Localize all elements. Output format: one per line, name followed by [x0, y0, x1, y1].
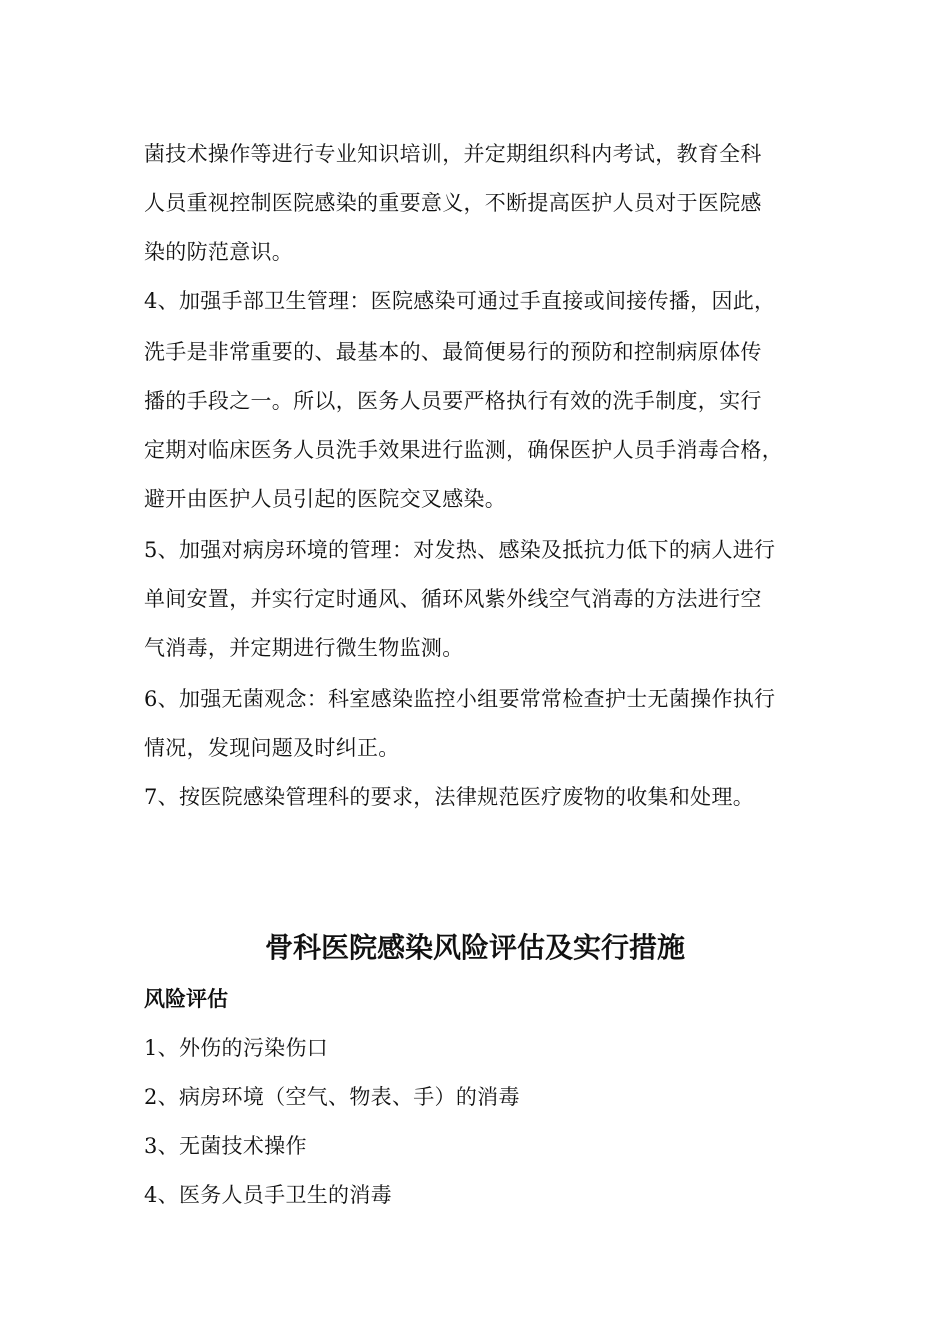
list-item-4-line: 避开由医护人员引起的医院交叉感染。: [144, 487, 507, 511]
page-title: 骨科医院感染风险评估及实行措施: [264, 931, 685, 964]
list-item-7-line: 7、按医院感染管理科的要求，法律规范医疗废物的收集和处理。: [144, 785, 755, 809]
paragraph-line: 染的防范意识。: [144, 240, 294, 264]
risk-item: 1、外伤的污染伤口: [144, 1036, 329, 1060]
risk-item: 3、无菌技术操作: [144, 1134, 307, 1158]
paragraph-line: 菌技术操作等进行专业知识培训，并定期组织科内考试，教育全科: [144, 142, 762, 166]
list-item-4-line: 播的手段之一。所以，医务人员要严格执行有效的洗手制度，实行: [144, 389, 762, 413]
list-item-6-line: 情况，发现问题及时纠正。: [144, 736, 400, 760]
risk-item: 4、医务人员手卫生的消毒: [144, 1183, 392, 1207]
list-item-5-line: 单间安置，并实行定时通风、循环风紫外线空气消毒的方法进行空: [144, 587, 762, 611]
list-item-4-line: 洗手是非常重要的、最基本的、最简便易行的预防和控制病原体传: [144, 340, 762, 364]
risk-item: 2、病房环境（空气、物表、手）的消毒: [144, 1085, 520, 1109]
list-item-4-line: 定期对临床医务人员洗手效果进行监测，确保医护人员手消毒合格，: [144, 438, 783, 462]
paragraph-line: 人员重视控制医院感染的重要意义，不断提高医护人员对于医院感: [144, 191, 762, 215]
list-item-5-line: 5、加强对病房环境的管理：对发热、感染及抵抗力低下的病人进行: [144, 538, 776, 562]
list-item-6-line: 6、加强无菌观念：科室感染监控小组要常常检查护士无菌操作执行: [144, 687, 776, 711]
list-item-4-line: 4、加强手部卫生管理：医院感染可通过手直接或间接传播，因此，: [144, 289, 776, 313]
list-item-5-line: 气消毒，并定期进行微生物监测。: [144, 636, 464, 660]
section-subtitle: 风险评估: [144, 986, 228, 1011]
